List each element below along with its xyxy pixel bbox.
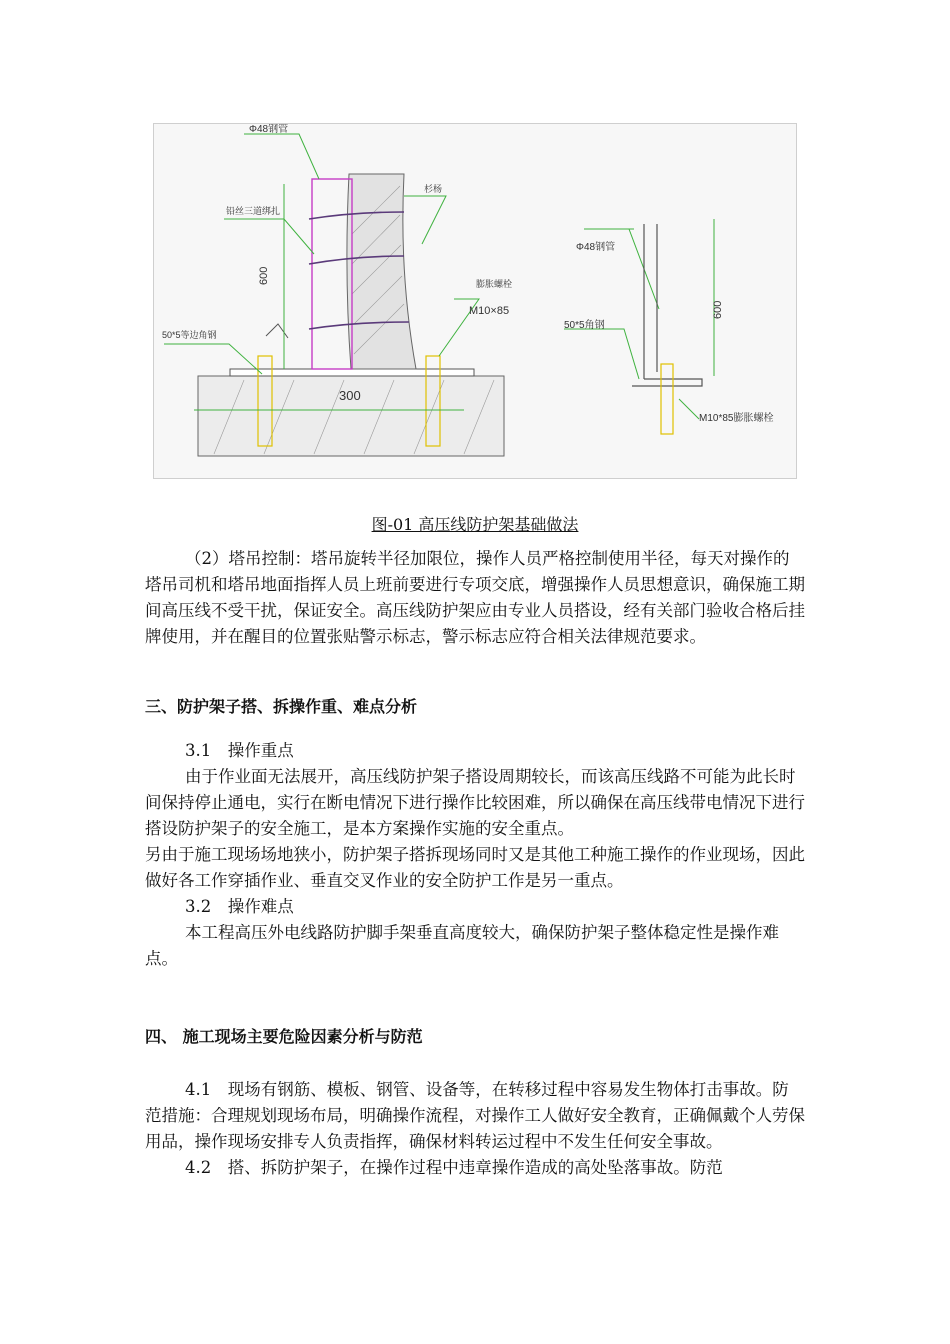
label-pole: 杉杨 [424, 184, 443, 194]
label-dim-600-left: 600 [258, 266, 270, 285]
section-4-p2: 4.2 搭、拆防护架子，在操作过程中违章操作造成的高处坠落事故。防范 [185, 1158, 723, 1177]
tower-crane-paragraph [145, 546, 805, 650]
label-expansion-bolt-size: M10×85 [469, 305, 510, 317]
section-3-p2: 另由于施工现场场地狭小，防护架子搭拆现场同时又是其他工种施工操作的作业现场，因此做好各工作穿插作业、垂直交叉作业的安全防护工作是另一重点。 [145, 845, 805, 890]
section-3-p1: 由于作业面无法展开，高压线防护架子搭设周期较长，而该高压线路不可能为此长时间保持停止通电，实行在断电情况下进行操作比较困难，所以确保在高压线带电情况下进行搭设防护架子的安全施工，是本方案操作实施的安全重点。 [145, 767, 805, 838]
label-angle-right: 50*5角钢 [564, 320, 605, 331]
figure-caption: 图-01 高压线防护架基础做法 [371, 515, 579, 534]
section-3-sub1: 3.1 操作重点 [185, 741, 294, 760]
label-angle-left: 50*5等边角钢 [162, 330, 217, 340]
label-dim-600-right: 600 [712, 300, 724, 319]
section-4-heading: 四、 施工现场主要危险因素分析与防范 [145, 1027, 423, 1046]
tower-crane-text: （2）塔吊控制：塔吊旋转半径加限位，操作人员严格控制使用半径，每天对操作的塔吊司机和塔吊地面指挥人员上班前要进行专项交底，增强操作人员思想意识，确保施工期间高压线不受干扰，保证安全。高压线防护架应由专业人员搭设，经有关部门验收合格后挂牌使用，并在醒目的位置张贴警示标志，警示标志应符合相关法律规范要求。 [145, 549, 805, 646]
label-dim-300: 300 [339, 388, 361, 403]
foundation-figure [153, 123, 797, 479]
section-3-heading: 三、防护架子搭、拆操作重、难点分析 [145, 697, 418, 716]
section-4-p1: 4.1 现场有钢筋、模板、钢管、设备等，在转移过程中容易发生物体打击事故。防范措施：合理规划现场布局，明确操作流程，对操作工人做好安全教育，正确佩戴个人劳保用品，操作现场安排专人负责指挥，确保材料转运过程中不发生任何安全事故。 [145, 1080, 805, 1151]
label-expansion-bolt-title: 膨胀螺栓 [476, 279, 513, 289]
foundation-drawing [154, 124, 796, 478]
section-3-p3: 本工程高压外电线路防护脚手架垂直高度较大，确保防护架子整体稳定性是操作难点。 [145, 923, 779, 968]
section-3-body [145, 738, 805, 972]
section-3-sub2: 3.2 操作难点 [185, 897, 294, 916]
label-bolt-right: M10*85膨胀螺栓 [699, 413, 774, 424]
section-4-body [145, 1077, 805, 1181]
label-lead-wire: 铅丝三道绑扎 [226, 206, 281, 216]
label-steel-pipe-top: Φ48钢管 [249, 124, 289, 135]
label-steel-pipe-right: Φ48钢管 [576, 242, 616, 253]
